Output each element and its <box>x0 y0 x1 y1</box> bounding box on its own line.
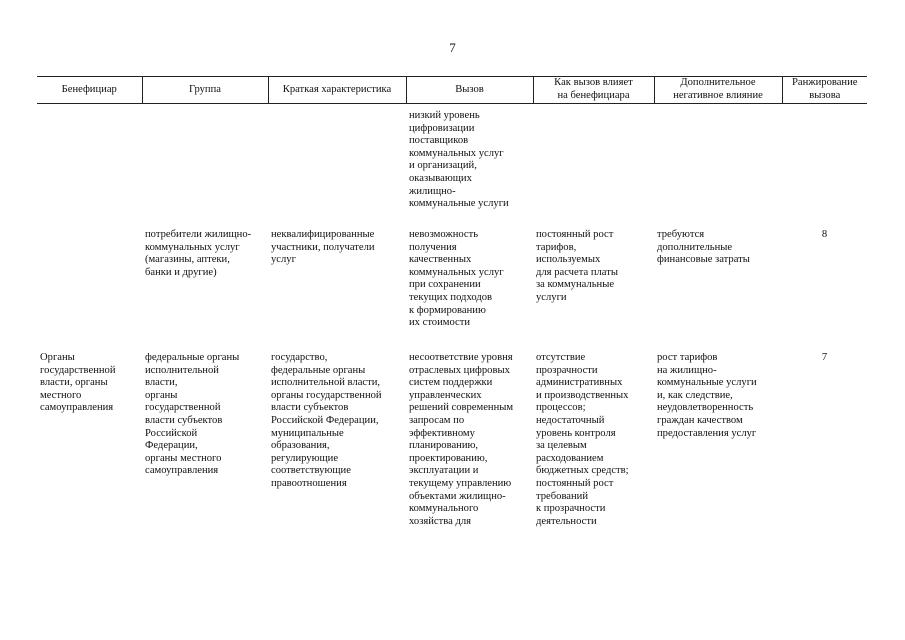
header-group: Группа <box>142 77 268 104</box>
cell-impact <box>533 104 654 219</box>
cell-characteristic: государство, федеральные органы исполнительной власти, органы государственной власти субъектов Российской Федерации, муниципальные образования, регулирующие соответствующие правоотношения <box>271 352 382 489</box>
cell-characteristic <box>268 104 406 219</box>
cell-negative-impact <box>654 104 782 219</box>
cell-beneficiary <box>37 218 142 341</box>
cell-group: потребители жилищно- коммунальных услуг (магазины, аптеки, банки и другие) <box>145 229 252 278</box>
table-row <box>37 104 867 219</box>
table-header <box>37 77 867 104</box>
cell-rank <box>782 104 867 219</box>
header-beneficiary: Бенефициар <box>61 83 117 95</box>
cell-group: федеральные органы исполнительной власти, органы государственной власти субъектов Российской Федерации, органы местного самоуправления <box>145 352 240 477</box>
cell-group <box>142 104 268 219</box>
header-impact: Как вызов влияет на бенефициара <box>533 77 654 104</box>
cell-rank: 7 <box>821 352 828 363</box>
cell-characteristic: неквалифицированные участники, получатели услуг <box>271 229 375 266</box>
page-number: 7 <box>449 40 456 55</box>
cell-negative-impact: рост тарифов на жилищно- коммунальные услуги и, как следствие, неудовлетворенность граждан качеством предоставления услуг <box>657 352 757 439</box>
header-negative-impact: Дополнительное негативное влияние <box>654 77 782 104</box>
cell-challenge: невозможность получения качественных коммунальных услуг при сохранении текущих подходов к формированию их стоимости <box>409 229 504 329</box>
table-row <box>37 341 867 528</box>
cell-challenge: низкий уровень цифровизации поставщиков коммунальных услуг и организаций, оказывающих жилищно- коммунальные услуги <box>409 110 509 210</box>
header-characteristic: Краткая характеристика <box>268 77 406 104</box>
table-row <box>37 218 867 341</box>
cell-impact: постоянный рост тарифов, используемых для расчета платы за коммунальные услуги <box>536 229 618 303</box>
header-row <box>37 77 867 104</box>
cell-beneficiary: Органы государственной власти, органы местного самоуправления <box>40 352 116 414</box>
header-rank: Ранжирование вызова <box>782 77 867 104</box>
cell-beneficiary <box>37 104 142 219</box>
cell-negative-impact: требуются дополнительные финансовые затраты <box>657 229 750 266</box>
cell-rank: 8 <box>821 229 828 240</box>
cell-challenge: несоответствие уровня отраслевых цифровых систем поддержки управленческих решений современным запросам по эффективному планированию, проектированию, эксплуатации и текущему управлению объектами жилищно- коммунального хозяйства для <box>409 352 514 527</box>
challenges-table <box>37 76 867 528</box>
header-challenge: Вызов <box>406 77 533 104</box>
cell-impact: отсутствие прозрачности административных и производственных процессов; недостаточный уровень контроля за целевым расходованием бюджетных средств; постоянный рост требований к прозрачности деятельности <box>536 352 629 527</box>
